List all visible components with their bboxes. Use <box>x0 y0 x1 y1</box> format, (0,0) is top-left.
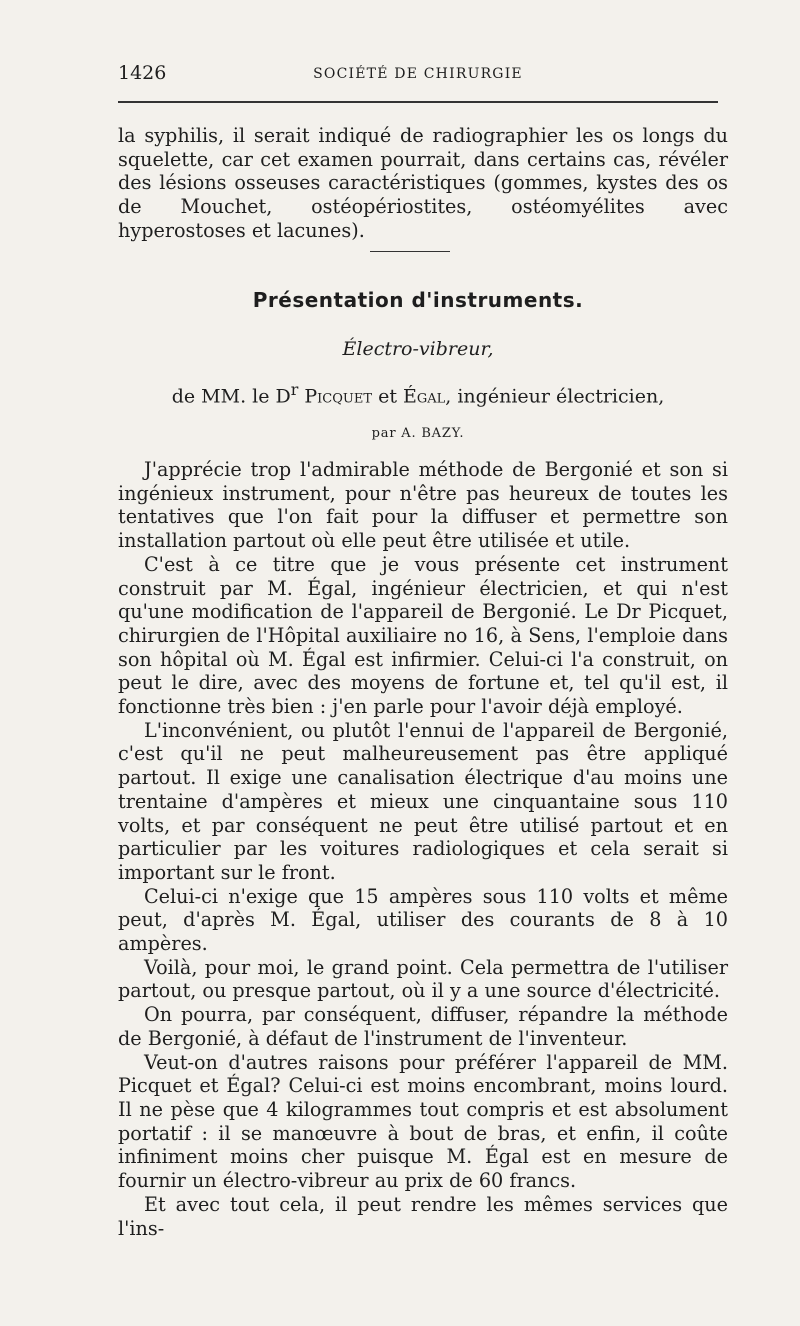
page-number: 1426 <box>118 62 167 84</box>
paragraph-1: J'apprécie trop l'admirable méthode de Bergonié et son si ingénieux instrument, pour n'être pas heureux de toutes les tentatives que l'on fait pour la diffuser et permettre son installation partout où elle peut être utilisée et utile. <box>118 458 728 553</box>
body-text <box>118 458 728 1240</box>
page-header <box>118 62 718 90</box>
paragraph-5: Voilà, pour moi, le grand point. Cela permettra de l'utiliser partout, ou presque partout, où il y a une source d'électricité. <box>118 955 728 1003</box>
authors-conjunction: et <box>372 385 403 408</box>
paragraph-2: C'est à ce titre que je vous présente cet instrument construit par M. Égal, ingénieur électricien, et qui n'est qu'une modification de l'appareil de Bergonié. Le Dr Picquet, chirurgien de l'Hôpital auxiliaire no 16, à Sens, l'emploie dans son hôpital où M. Égal est infirmier. Celui-ci l'a construit, on peut le dire, avec des moyens de fortune et, tel qu'il est, il fonctionne très bien : j'en parle pour l'avoir déjà employé. <box>118 552 728 719</box>
paragraph-3: L'inconvénient, ou plutôt l'ennui de l'appareil de Bergonié, c'est qu'il ne peut malheureusement pas être appliqué partout. Il exige une canalisation électrique d'au moins une trentaine d'ampères et mieux une cinquantaine sous 110 volts, et par conséquent ne peut être utilisé partout et en particulier par les voitures radiologiques et cela serait si important sur le front. <box>118 718 728 884</box>
author-name-picquet: Picquet <box>304 385 373 408</box>
authors-line <box>118 380 718 407</box>
running-title: SOCIÉTÉ DE CHIRURGIE <box>313 66 523 82</box>
paragraph-4: Celui-ci n'exige que 15 ampères sous 110 volts et même peut, d'après M. Égal, utiliser des courants de 8 à 10 ampères. <box>118 884 728 956</box>
authors-prefix: de MM. le D <box>171 385 291 408</box>
section-title: Présentation d'instruments. <box>252 288 584 312</box>
authors-suffix: , ingénieur électricien, <box>445 385 665 408</box>
byline: par A. BAZY. <box>371 426 465 441</box>
section-separator <box>370 251 450 252</box>
author-name-egal: Égal <box>403 385 446 408</box>
section-subtitle: Électro-vibreur, <box>342 338 494 360</box>
paragraph-7: Veut-on d'autres raisons pour préférer l'appareil de MM. Picquet et Égal? Celui-ci est moins encombrant, moins lourd. Il ne pèse que 4 kilogrammes tout compris et est absolument portatif : il se manœuvre à bout de bras, et enfin, il coûte infiniment moins cher puisque M. Égal est en mesure de fournir un électro-vibreur au prix de 60 francs. <box>118 1050 728 1193</box>
intro-text <box>118 124 728 243</box>
intro-paragraph: la syphilis, il serait indiqué de radiographier les os longs du squelette, car cet examen pourrait, dans certains cas, révéler des lésions osseuses caractéristiques (gommes, kystes des os de Mouchet, ostéopériostites, ostéomyélites avec hyperostoses et lacunes). <box>118 124 728 242</box>
header-rule <box>118 101 718 103</box>
authors-sup: r <box>290 380 299 399</box>
paragraph-8: Et avec tout cela, il peut rendre les mêmes services que l'ins- <box>118 1192 728 1240</box>
paragraph-6: On pourra, par conséquent, diffuser, répandre la méthode de Bergonié, à défaut de l'instrument de l'inventeur. <box>118 1003 728 1050</box>
